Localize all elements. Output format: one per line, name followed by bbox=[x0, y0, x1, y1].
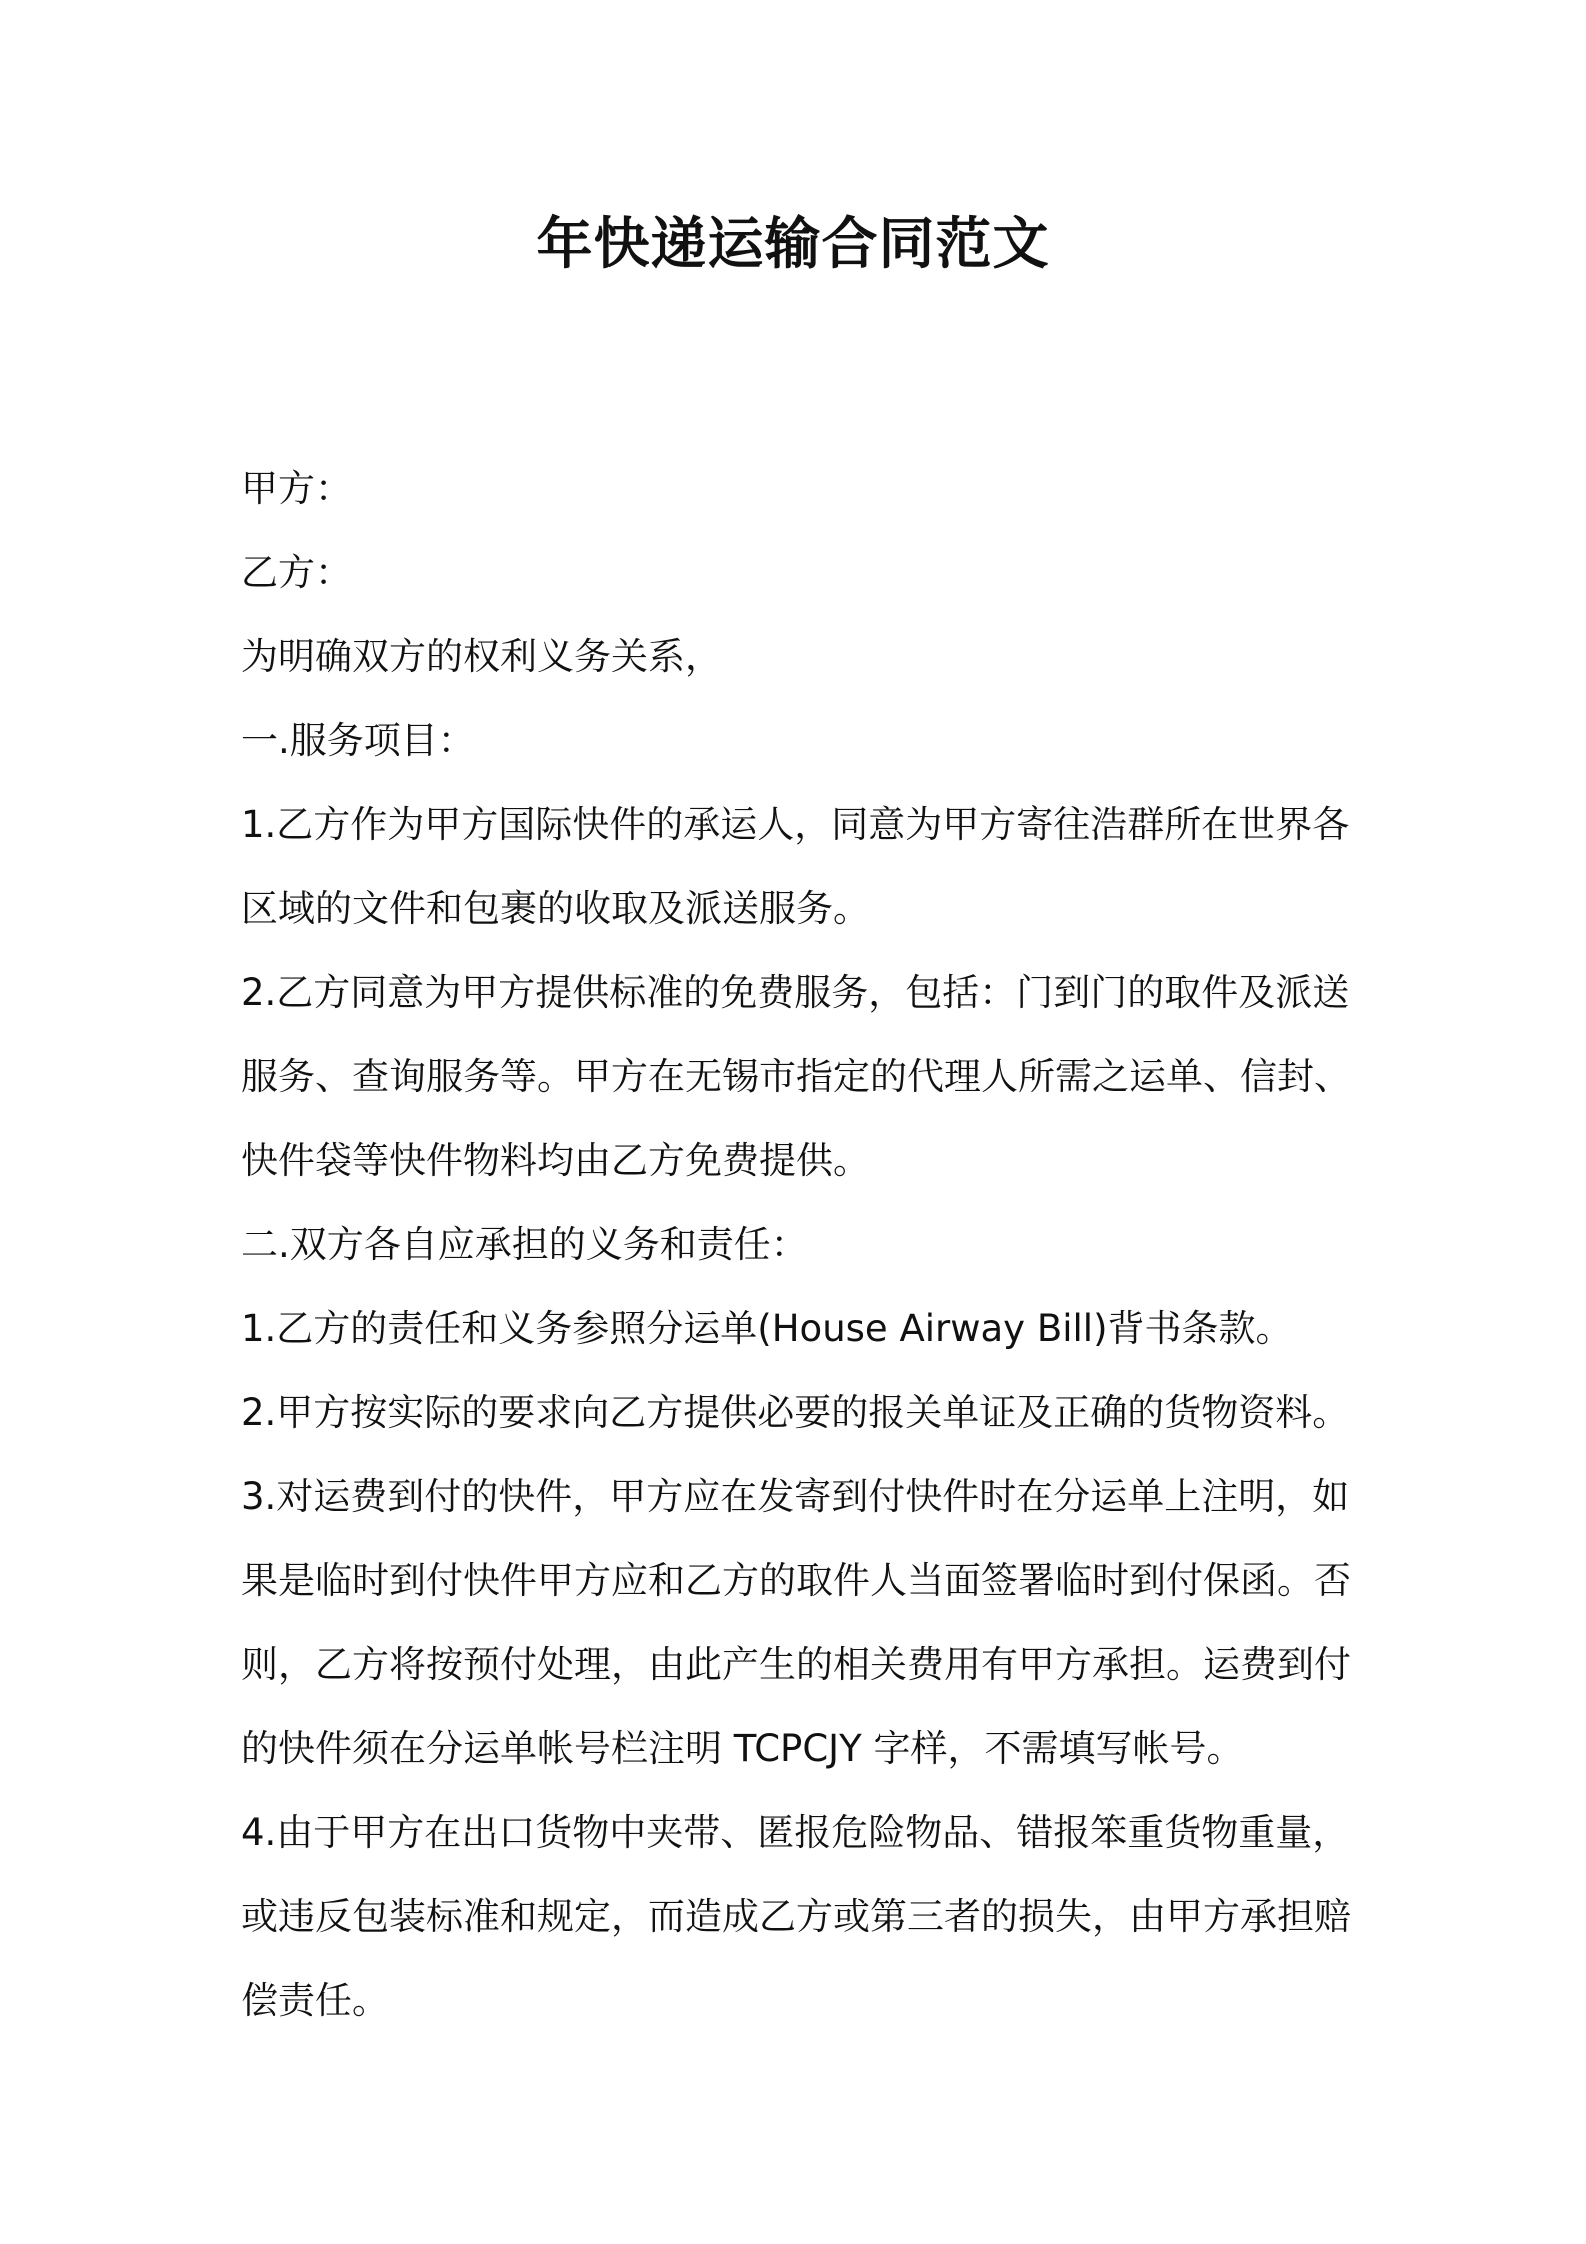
clause-line: 1.乙方的责任和义务参照分运单(House Airway Bill)背书条款。 bbox=[241, 1307, 1293, 1350]
clause-line: 2.甲方按实际的要求向乙方提供必要的报关单证及正确的货物资料。 bbox=[241, 1391, 1350, 1434]
clause-line: 或违反包装标准和规定，而造成乙方或第三者的损失，由甲方承担赔 bbox=[241, 1895, 1351, 1938]
document-title: 年快递运输合同范文 bbox=[536, 212, 1050, 277]
document-body bbox=[241, 447, 1361, 2043]
clause-line: 快件袋等快件物料均由乙方免费提供。 bbox=[241, 1139, 870, 1182]
section-heading-obligations: 二.双方各自应承担的义务和责任： bbox=[241, 1223, 808, 1266]
clause-line: 4.由于甲方在出口货物中夹带、匿报危险物品、错报笨重货物重量， bbox=[241, 1811, 1350, 1854]
clause-line: 果是临时到付快件甲方应和乙方的取件人当面签署临时到付保函。否 bbox=[241, 1559, 1351, 1602]
preamble-line: 为明确双方的权利义务关系， bbox=[241, 635, 722, 678]
clause-line: 偿责任。 bbox=[241, 1979, 389, 2022]
party-a-line: 甲方： bbox=[241, 467, 352, 510]
clause-line: 的快件须在分运单帐号栏注明 TCPCJY 字样，不需填写帐号。 bbox=[241, 1727, 1244, 1770]
clause-line: 区域的文件和包裹的收取及派送服务。 bbox=[241, 887, 870, 930]
clause-line: 服务、查询服务等。甲方在无锡市指定的代理人所需之运单、信封、 bbox=[241, 1055, 1351, 1098]
party-b-line: 乙方： bbox=[241, 551, 352, 594]
clause-line: 1.乙方作为甲方国际快件的承运人，同意为甲方寄往浩群所在世界各 bbox=[241, 803, 1350, 846]
section-heading-services: 一.服务项目： bbox=[241, 719, 475, 762]
clause-line: 2.乙方同意为甲方提供标准的免费服务，包括：门到门的取件及派送 bbox=[241, 971, 1350, 1014]
clause-line: 3.对运费到付的快件，甲方应在发寄到付快件时在分运单上注明，如 bbox=[241, 1475, 1350, 1518]
clause-line: 则，乙方将按预付处理，由此产生的相关费用有甲方承担。运费到付 bbox=[241, 1643, 1351, 1686]
